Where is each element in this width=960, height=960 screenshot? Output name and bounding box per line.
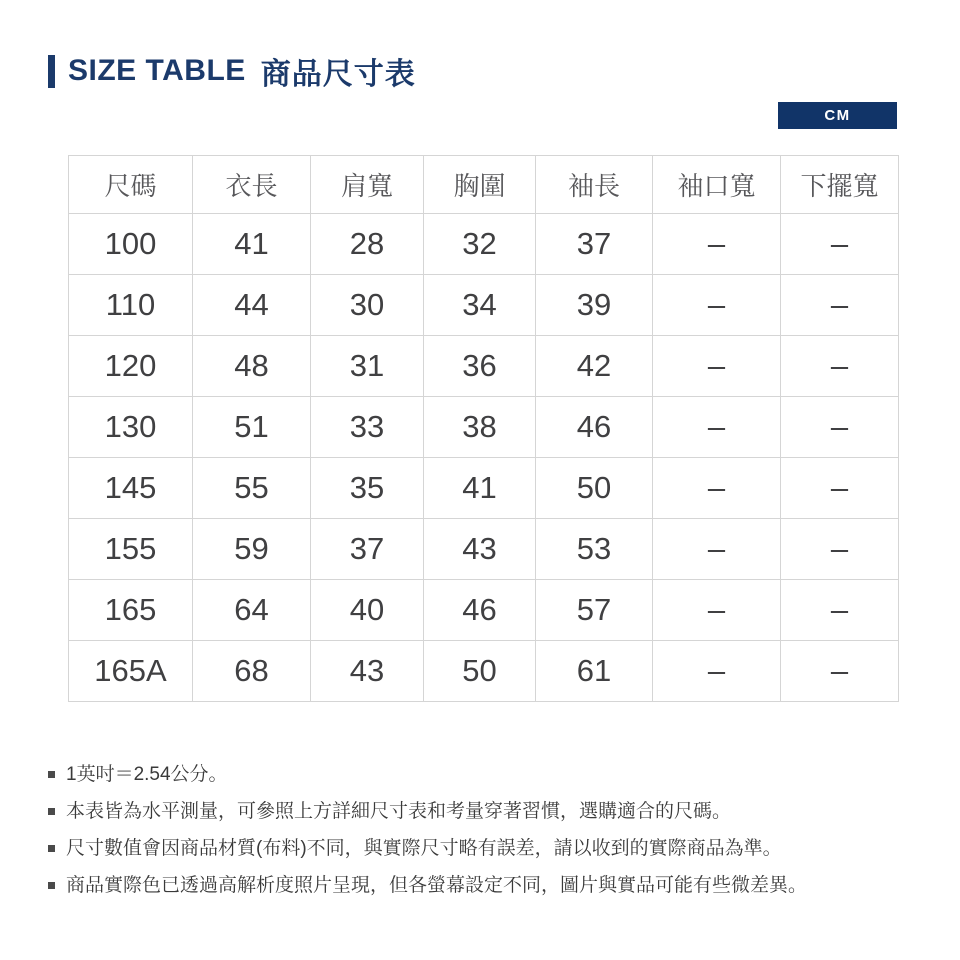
square-bullet-icon: [48, 808, 55, 815]
square-bullet-icon: [48, 771, 55, 778]
table-cell: –: [781, 214, 899, 275]
note-text: 本表皆為水平測量，可參照上方詳細尺寸表和考量穿著習慣，選購適合的尺碼。: [66, 801, 732, 822]
table-cell: 42: [536, 336, 653, 397]
table-cell: 40: [311, 580, 424, 641]
note-item: [48, 800, 928, 823]
table-cell: 37: [311, 519, 424, 580]
table-cell: 46: [424, 580, 536, 641]
table-cell: 31: [311, 336, 424, 397]
table-cell: 100: [69, 214, 193, 275]
column-header: 尺碼: [69, 156, 193, 214]
table-cell: 35: [311, 458, 424, 519]
table-row: [69, 641, 899, 702]
page-title: [48, 49, 416, 93]
table-cell: 46: [536, 397, 653, 458]
table-cell: 64: [193, 580, 311, 641]
table-cell: –: [653, 641, 781, 702]
table-row: [69, 275, 899, 336]
table-cell: 43: [424, 519, 536, 580]
table-cell: 48: [193, 336, 311, 397]
table-row: [69, 397, 899, 458]
note-text: 1英吋＝2.54公分。: [66, 764, 228, 785]
square-bullet-icon: [48, 882, 55, 889]
table-cell: 39: [536, 275, 653, 336]
table-cell: –: [653, 458, 781, 519]
table-cell: 165A: [69, 641, 193, 702]
table-cell: 50: [536, 458, 653, 519]
notes-list: [48, 763, 928, 911]
table-cell: –: [653, 519, 781, 580]
table-cell: 30: [311, 275, 424, 336]
table-cell: 44: [193, 275, 311, 336]
table-cell: –: [653, 397, 781, 458]
table-row: [69, 336, 899, 397]
column-header: 下擺寬: [781, 156, 899, 214]
title-accent-bar-icon: [48, 55, 55, 88]
note-item: [48, 763, 928, 786]
note-item: [48, 837, 928, 860]
column-header: 袖長: [536, 156, 653, 214]
table-cell: 130: [69, 397, 193, 458]
size-table-body: [69, 214, 899, 702]
table-cell: –: [781, 336, 899, 397]
table-row: [69, 458, 899, 519]
column-header: 衣長: [193, 156, 311, 214]
table-cell: –: [781, 580, 899, 641]
table-cell: –: [653, 214, 781, 275]
note-item: [48, 874, 928, 897]
table-cell: 55: [193, 458, 311, 519]
table-cell: 43: [311, 641, 424, 702]
table-cell: 41: [193, 214, 311, 275]
table-cell: 34: [424, 275, 536, 336]
table-cell: 28: [311, 214, 424, 275]
table-cell: 32: [424, 214, 536, 275]
unit-badge-cm: CM: [778, 102, 897, 129]
table-row: [69, 214, 899, 275]
table-row: [69, 580, 899, 641]
table-cell: –: [781, 519, 899, 580]
table-cell: 120: [69, 336, 193, 397]
table-cell: 41: [424, 458, 536, 519]
table-cell: 57: [536, 580, 653, 641]
column-header: 肩寬: [311, 156, 424, 214]
table-cell: 33: [311, 397, 424, 458]
table-cell: 110: [69, 275, 193, 336]
table-cell: 38: [424, 397, 536, 458]
page-title-zh: 商品尺寸表: [260, 58, 416, 91]
table-cell: 61: [536, 641, 653, 702]
table-cell: 68: [193, 641, 311, 702]
size-table: [68, 155, 899, 702]
page-title-en: SIZE TABLE: [68, 54, 246, 87]
column-header: 胸圍: [424, 156, 536, 214]
table-cell: 165: [69, 580, 193, 641]
table-cell: –: [653, 580, 781, 641]
note-text: 尺寸數值會因商品材質(布料)不同，與實際尺寸略有誤差，請以收到的實際商品為準。: [66, 838, 782, 859]
table-cell: –: [781, 275, 899, 336]
table-cell: –: [781, 397, 899, 458]
table-header-row: [69, 156, 899, 214]
table-cell: 36: [424, 336, 536, 397]
note-text: 商品實際色已透過高解析度照片呈現，但各螢幕設定不同，圖片與實品可能有些微差異。: [66, 875, 808, 896]
table-cell: –: [781, 641, 899, 702]
table-cell: –: [653, 275, 781, 336]
table-cell: 51: [193, 397, 311, 458]
table-cell: 50: [424, 641, 536, 702]
table-cell: 53: [536, 519, 653, 580]
table-cell: 155: [69, 519, 193, 580]
table-cell: –: [653, 336, 781, 397]
table-row: [69, 519, 899, 580]
table-cell: 37: [536, 214, 653, 275]
table-cell: –: [781, 458, 899, 519]
table-cell: 59: [193, 519, 311, 580]
column-header: 袖口寬: [653, 156, 781, 214]
square-bullet-icon: [48, 845, 55, 852]
table-cell: 145: [69, 458, 193, 519]
